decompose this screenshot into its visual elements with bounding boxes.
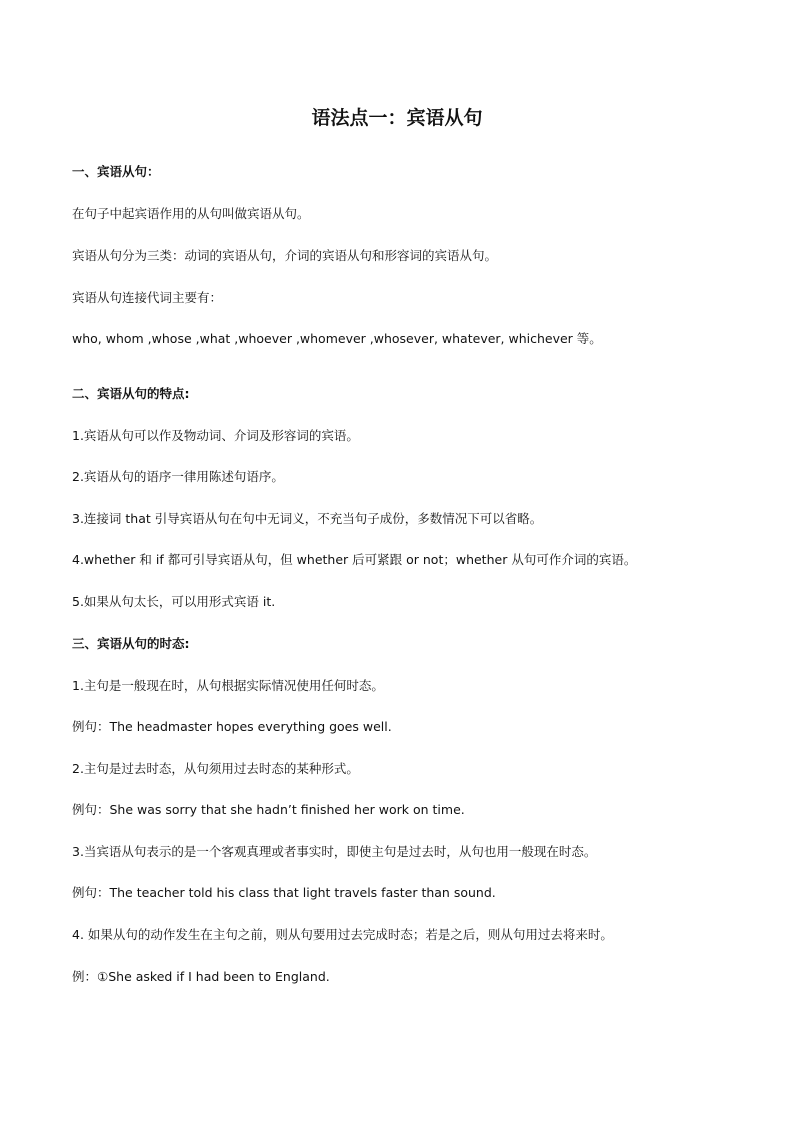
- tense-rule-2: 2.主句是过去时态，从句须用过去时态的某种形式。: [72, 761, 359, 776]
- categories-paragraph: 宾语从句分为三类：动词的宾语从句，介词的宾语从句和形容词的宾语从句。: [72, 248, 498, 263]
- feature-item-5: 5.如果从句太长，可以用形式宾语 it.: [72, 594, 276, 609]
- tense-rule-4: 4. 如果从句的动作发生在主句之前，则从句要用过去完成时态；若是之后，则从句用过去将来时。: [72, 927, 613, 942]
- tense-example-2: 例句：She was sorry that she hadn’t finished her work on time.: [72, 802, 465, 817]
- tense-example-3: 例句：The teacher told his class that light travels faster than sound.: [72, 885, 496, 900]
- connectives-intro-paragraph: 宾语从句连接代词主要有：: [72, 290, 223, 305]
- tense-rule-1: 1.主句是一般现在时，从句根据实际情况使用任何时态。: [72, 678, 384, 693]
- tense-rule-3: 3.当宾语从句表示的是一个客观真理或者事实时，即使主句是过去时，从句也用一般现在时态。: [72, 844, 597, 859]
- section-heading-tense: 三、宾语从句的时态:: [72, 636, 190, 651]
- section-heading-object-clause: 一、宾语从句：: [72, 164, 160, 179]
- feature-item-2: 2.宾语从句的语序一律用陈述句语序。: [72, 469, 284, 484]
- feature-item-3: 3.连接词 that 引导宾语从句在句中无词义，不充当句子成份，多数情况下可以省略。: [72, 511, 543, 526]
- feature-item-4: 4.whether 和 if 都可引导宾语从句，但 whether 后可紧跟 or not；whether 从句可作介词的宾语。: [72, 552, 637, 567]
- tense-example-1: 例句：The headmaster hopes everything goes well.: [72, 719, 392, 734]
- feature-item-1: 1.宾语从句可以作及物动词、介词及形容词的宾语。: [72, 428, 359, 443]
- connectives-list-paragraph: who, whom ,whose ,what ,whoever ,whomever ,whosever, whatever, whichever 等。: [72, 331, 602, 346]
- definition-paragraph: 在句子中起宾语作用的从句叫做宾语从句。: [72, 206, 310, 221]
- tense-example-4: 例：①She asked if I had been to England.: [72, 969, 330, 984]
- section-heading-features: 二、宾语从句的特点:: [72, 386, 190, 401]
- page-title: 语法点一：宾语从句: [311, 107, 483, 129]
